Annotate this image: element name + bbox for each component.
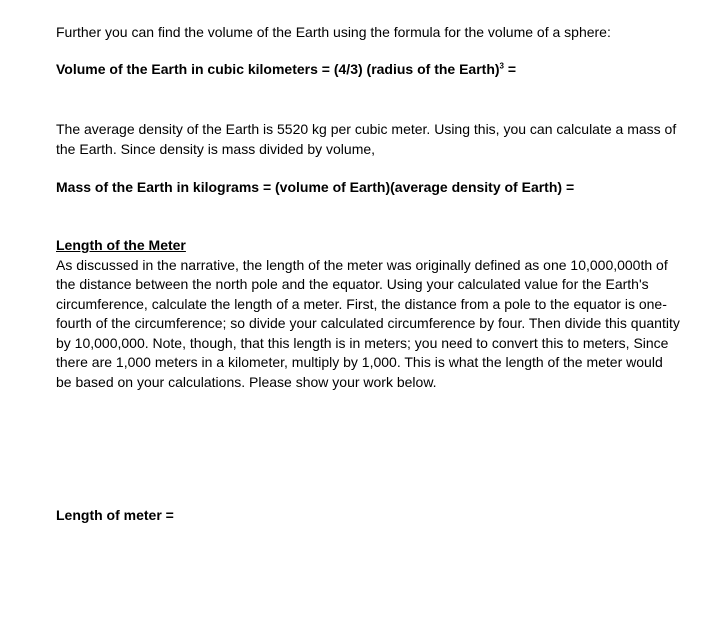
volume-formula-text: Volume of the Earth in cubic kilometers = (4/3) (radius of the Earth) — [56, 61, 500, 77]
length-of-meter-label: Length of meter = — [56, 507, 174, 523]
meter-section — [56, 236, 681, 392]
mass-formula: Mass of the Earth in kilograms = (volume of Earth)(average density of Earth) = — [56, 179, 575, 195]
intro-text: Further you can find the volume of the Earth using the formula for the volume of a sphere: — [56, 24, 611, 40]
section-heading: Length of the Meter — [56, 237, 186, 253]
volume-formula-exponent: 3 — [499, 61, 504, 71]
volume-formula-suffix: = — [504, 61, 517, 77]
volume-formula — [56, 60, 516, 80]
meter-section-body: As discussed in the narrative, the length of the meter was originally defined as one 10,000,000th of the distance between the north pole and the equator. Using your calculated value for the Earth's circumference, calculate the length of a meter. First, the distance from a pole to the equator is one-fourth of the circumference; so divide your calculated circumference by four. Then divide this quantity by 10,000,000. Note, though, that this length is in meters; you need to convert this to meters, Since there are 1,000 meters in a kilometer, multiply by 1,000. This is what the length of the meter would be based on your calculations. Please show your work below. — [56, 256, 680, 390]
density-paragraph: The average density of the Earth is 5520 kg per cubic meter. Using this, you can calculate a mass of the Earth. Since density is mass divided by volume, — [56, 121, 677, 157]
